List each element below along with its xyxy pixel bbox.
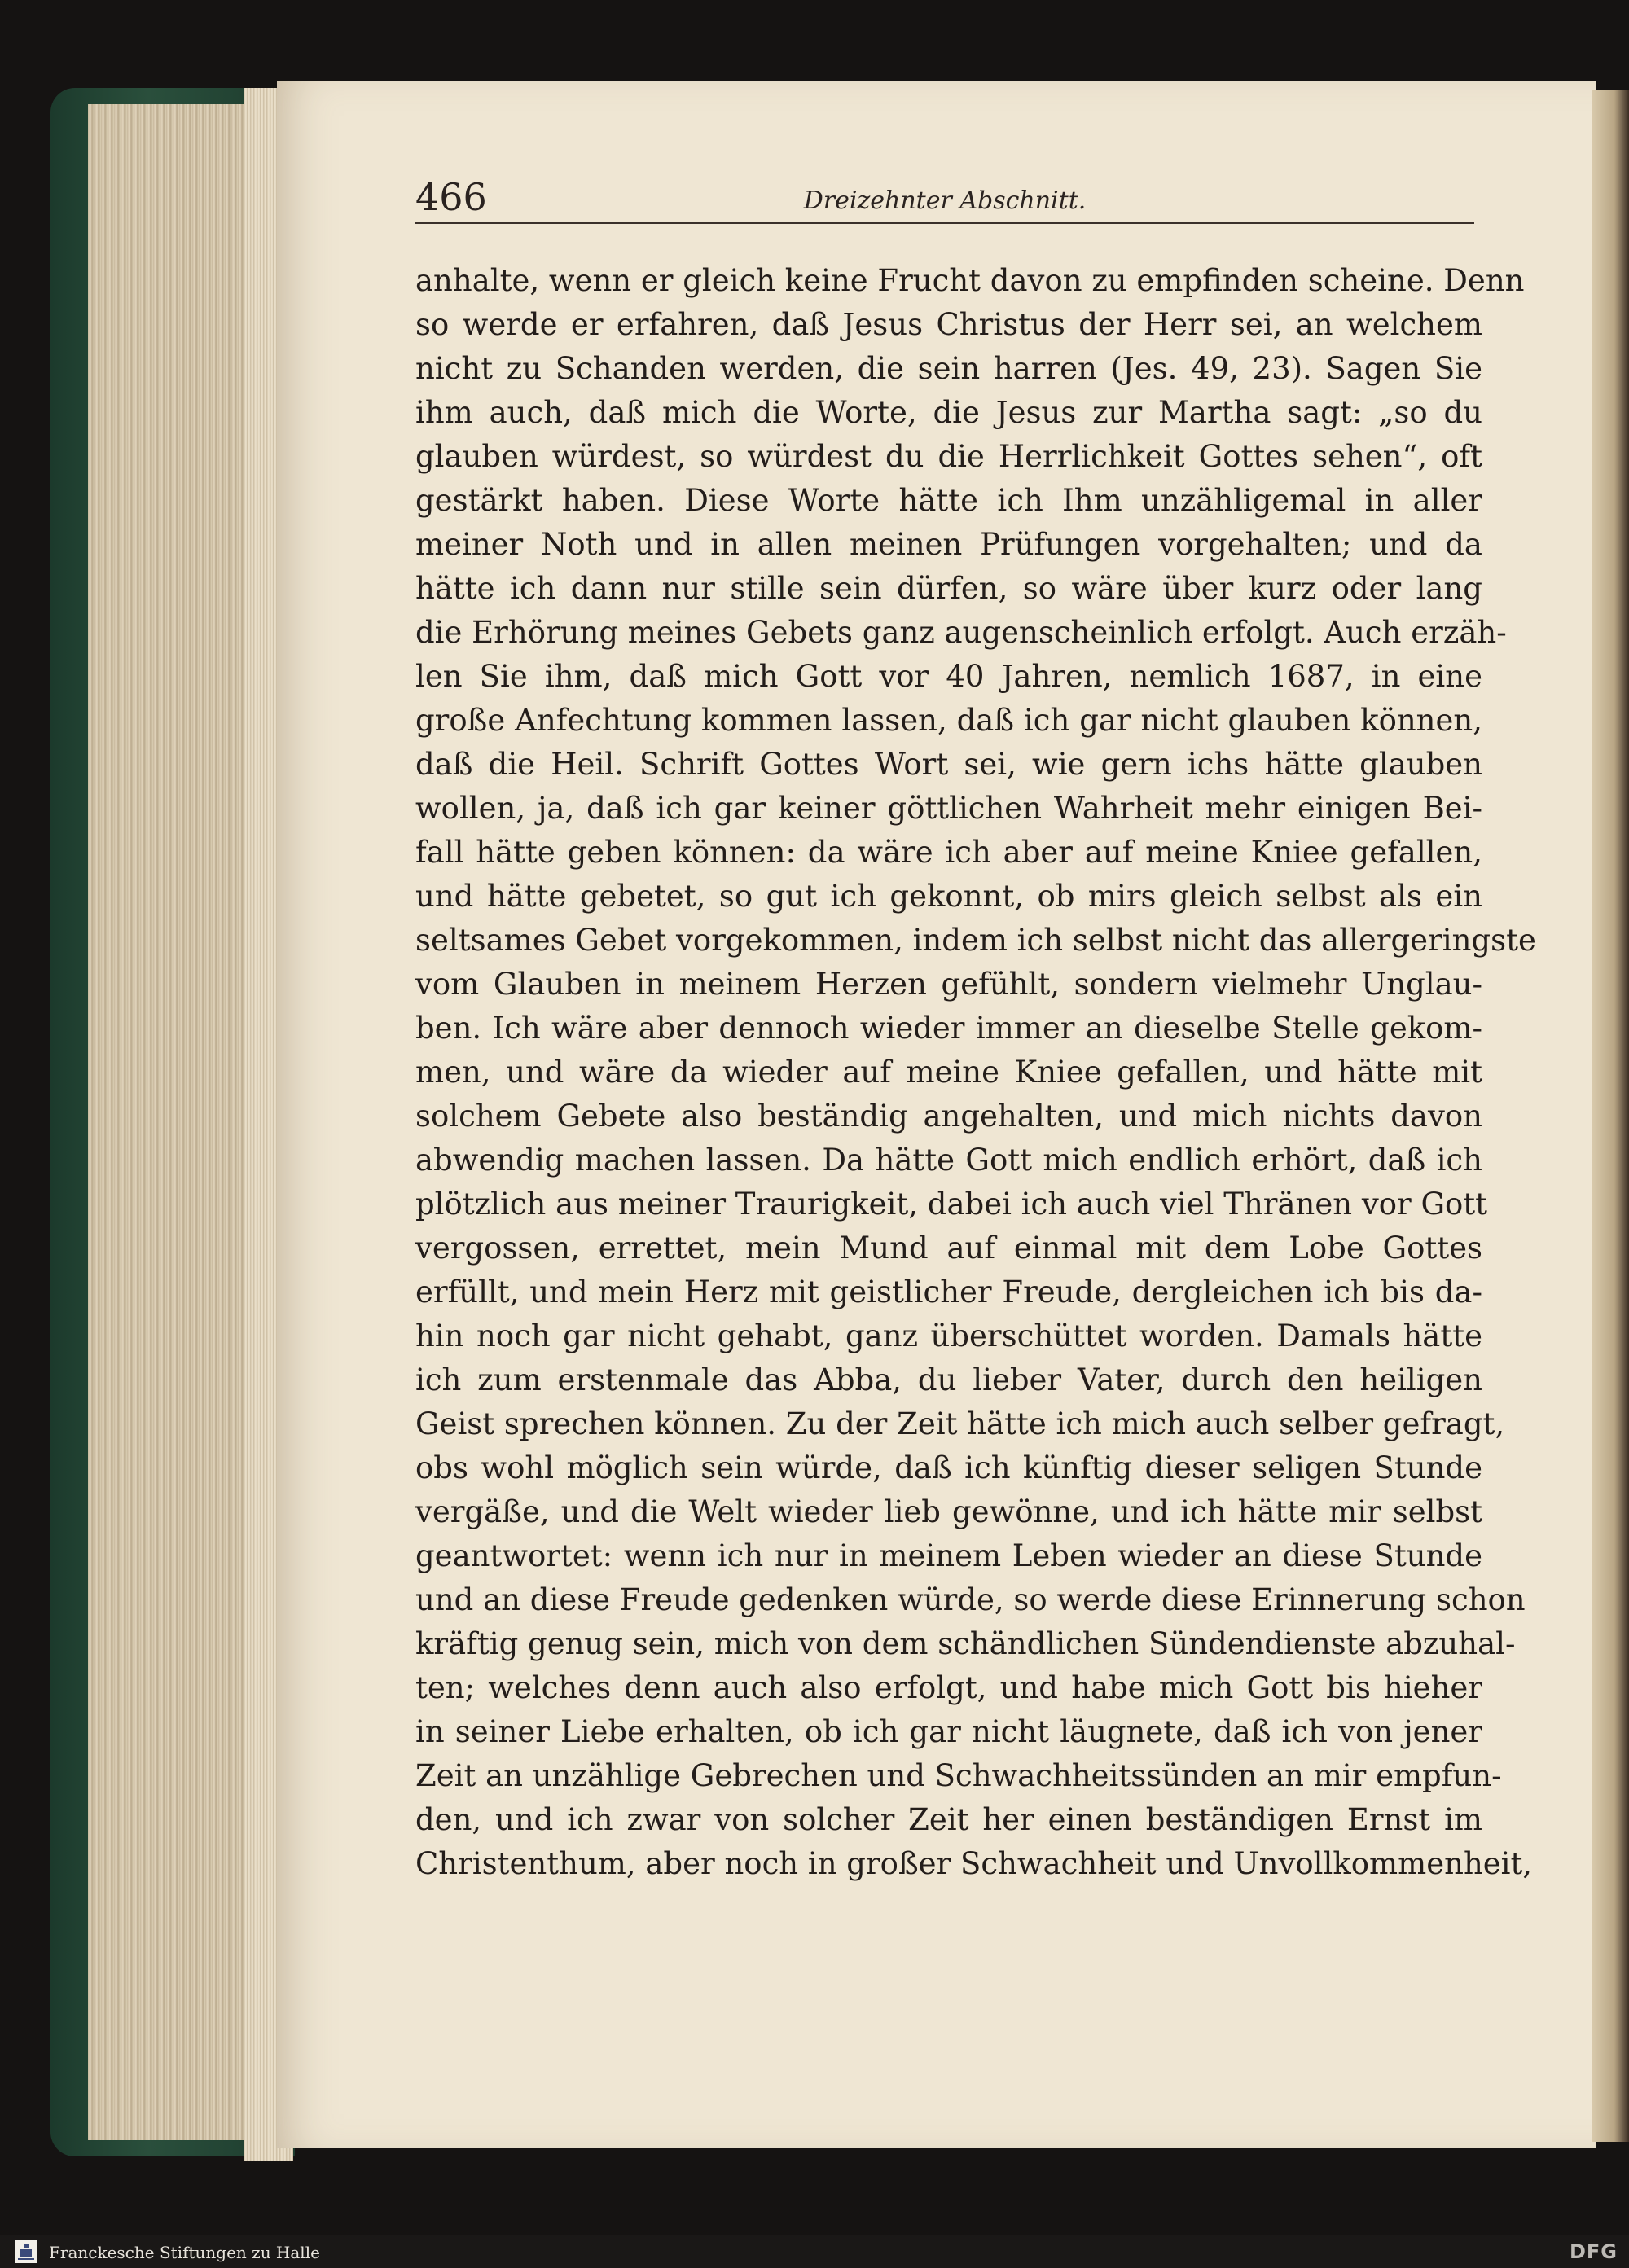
text-line: nicht zu Schanden werden, die sein harren (Jes. 49, 23). Sagen Sie — [415, 351, 1482, 386]
text-line: vom Glauben in meinem Herzen gefühlt, sondern vielmehr Unglau- — [415, 967, 1482, 1002]
text-line: ben. Ich wäre aber dennoch wieder immer an dieselbe Stelle gekom- — [415, 1011, 1482, 1046]
text-line: anhalte, wenn er gleich keine Frucht davon zu empfinden scheine. Denn — [415, 263, 1525, 298]
text-line: len Sie ihm, daß mich Gott vor 40 Jahren, nemlich 1687, in eine — [415, 659, 1482, 694]
text-line: hin noch gar nicht gehabt, ganz überschüttet worden. Damals hätte — [415, 1318, 1482, 1353]
text-line: kräftig genug sein, mich von dem schändlichen Sündendienste abzuhal- — [415, 1626, 1516, 1661]
footer-institution: Franckesche Stiftungen zu Halle — [49, 2243, 320, 2262]
text-line: glauben würdest, so würdest du die Herrlichkeit Gottes sehen“, oft — [415, 439, 1482, 474]
text-line: erfüllt, und mein Herz mit geistlicher Freude, dergleichen ich bis da- — [415, 1274, 1482, 1309]
text-line: vergossen, errettet, mein Mund auf einmal mit dem Lobe Gottes — [415, 1231, 1482, 1266]
running-head — [415, 175, 1474, 224]
text-line: fall hätte geben können: da wäre ich aber auf meine Kniee gefallen, — [415, 835, 1482, 870]
text-line: die Erhörung meines Gebets ganz augenscheinlich erfolgt. Auch erzäh- — [415, 615, 1507, 650]
body-text — [415, 259, 1536, 1886]
text-line: plötzlich aus meiner Traurigkeit, dabei ich auch viel Thränen vor Gott — [415, 1187, 1488, 1222]
text-line: men, und wäre da wieder auf meine Kniee gefallen, und hätte mit — [415, 1055, 1482, 1090]
text-line: wollen, ja, daß ich gar keiner göttlichen Wahrheit mehr einigen Bei- — [415, 791, 1482, 826]
footer-bar — [0, 2235, 1629, 2268]
text-line: hätte ich dann nur stille sein dürfen, so wäre über kurz oder lang — [415, 571, 1482, 606]
text-line: meiner Noth und in allen meinen Prüfungen vorgehalten; und da — [415, 527, 1482, 562]
text-line: solchem Gebete also beständig angehalten, und mich nichts davon — [415, 1099, 1482, 1134]
text-line: und hätte gebetet, so gut ich gekonnt, ob mirs gleich selbst als ein — [415, 879, 1482, 914]
text-line: Christenthum, aber noch in großer Schwachheit und Unvollkommenheit, — [415, 1846, 1533, 1881]
header-rule — [415, 222, 1474, 224]
text-line: und an diese Freude gedenken würde, so werde diese Erinnerung schon — [415, 1582, 1526, 1617]
text-line: ihm auch, daß mich die Worte, die Jesus zur Martha sagt: „so du — [415, 395, 1482, 430]
text-line: in seiner Liebe erhalten, ob ich gar nicht läugnete, daß ich von jener — [415, 1714, 1482, 1749]
text-line: große Anfechtung kommen lassen, daß ich gar nicht glauben können, — [415, 703, 1482, 738]
text-line: vergäße, und die Welt wieder lieb gewönne, und ich hätte mir selbst — [415, 1494, 1482, 1529]
text-line: obs wohl möglich sein würde, daß ich künftig dieser seligen Stunde — [415, 1450, 1482, 1485]
text-line: ich zum erstenmale das Abba, du lieber Vater, durch den heiligen — [415, 1362, 1482, 1397]
institution-logo-icon — [15, 2240, 37, 2263]
text-line: abwendig machen lassen. Da hätte Gott mich endlich erhört, daß ich — [415, 1143, 1482, 1178]
page-number: 466 — [415, 175, 487, 219]
text-line: den, und ich zwar von solcher Zeit her einen beständigen Ernst im — [415, 1802, 1482, 1837]
text-line: daß die Heil. Schrift Gottes Wort sei, wie gern ichs hätte glauben — [415, 747, 1482, 782]
text-line: seltsames Gebet vorgekommen, indem ich selbst nicht das allergeringste — [415, 923, 1536, 958]
chapter-title: Dreizehnter Abschnitt. — [803, 186, 1087, 215]
page-edges-right — [1592, 90, 1629, 2142]
text-line: Zeit an unzählige Gebrechen und Schwachheitssünden an mir empfun- — [415, 1758, 1502, 1793]
text-line: gestärkt haben. Diese Worte hätte ich Ihm unzähligemal in aller — [415, 483, 1482, 518]
footer-dfg-logo: DFG — [1569, 2240, 1618, 2263]
text-line: ten; welches denn auch also erfolgt, und habe mich Gott bis hieher — [415, 1670, 1482, 1705]
text-line: so werde er erfahren, daß Jesus Christus der Herr sei, an welchem — [415, 307, 1482, 342]
text-line: Geist sprechen können. Zu der Zeit hätte ich mich auch selber gefragt, — [415, 1406, 1505, 1441]
text-line: geantwortet: wenn ich nur in meinem Leben wieder an diese Stunde — [415, 1538, 1482, 1573]
